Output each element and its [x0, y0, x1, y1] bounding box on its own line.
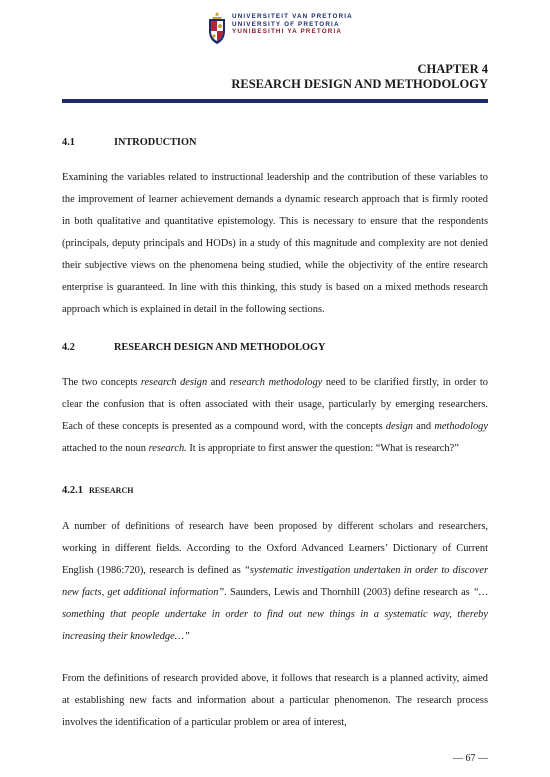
text-run: attached to the noun: [62, 443, 149, 454]
page-number: — 67 —: [453, 753, 488, 764]
text-run: and: [207, 377, 230, 388]
chapter-number: CHAPTER 4: [417, 62, 488, 76]
subsection-number: 4.2.1: [62, 485, 83, 496]
italic-term: research design: [140, 377, 208, 388]
paragraph-introduction: Examining the variables related to instructional leadership and the contribution of these variables to the improvement of learner achievement demands a dynamic research approach that is firmly rooted in both qualitative and quantitative epistemology. This is necessary to ensure that the respondents (principals, deputy principals and HODs) in a study of this magnitude and complexity are not denied their subjective views on the phenomena being studied, while the objectivity of the entire research enterprise is guaranteed. In line with this thinking, this study is based on a mixed methods research approach which is explained in detail in the following sections.: [62, 172, 488, 315]
document-body: [62, 136, 488, 734]
text-run: The two concepts: [62, 377, 141, 388]
italic-quote: “…something that people undertake in order to find out new things in a systematic way, thereby increasing their knowledge…”: [62, 587, 488, 642]
paragraph-research-design: [62, 372, 488, 460]
section-title: INTRODUCTION: [114, 137, 197, 148]
italic-term: design: [385, 421, 413, 432]
italic-term: methodology: [434, 421, 488, 432]
university-name-afrikaans: UNIVERSITEIT VAN PRETORIA: [232, 13, 353, 20]
section-title: RESEARCH DESIGN AND METHODOLOGY: [114, 342, 326, 353]
chapter-title: RESEARCH DESIGN AND METHODOLOGY: [231, 77, 488, 91]
italic-term: research.: [148, 443, 187, 454]
section-number: 4.2: [62, 342, 75, 353]
text-run: A number of definitions of research have been proposed by different scholars and researchers, working in different fields. According to the Oxford Advanced Learners’ Dictionary of Current English (1986:720), research is defined as: [62, 521, 488, 576]
text-run: It is appropriate to first answer the question: “What is research?”: [186, 443, 459, 454]
university-crest-icon: [206, 11, 228, 45]
section-number: 4.1: [62, 137, 75, 148]
header-rule: [62, 99, 488, 103]
italic-term: research methodology: [229, 377, 323, 388]
italic-quote: “systematic investigation undertaken in order to discover new facts, get additional information”: [62, 565, 488, 598]
paragraph-research-definitions: [62, 516, 488, 648]
subsection-title: RESEARCH: [89, 486, 134, 495]
text-run: need to be clarified firstly, in order to clear the confusion that is often associated with their usage, particularly by emerging researchers. Each of these concepts is presented as a compound word, with the concepts: [62, 377, 488, 432]
chapter-heading: [231, 62, 488, 92]
subsection-heading-research: [62, 480, 488, 498]
university-name-sepedi: YUNIBESITHI YA PRETORIA: [232, 28, 343, 36]
university-logo: [206, 11, 353, 45]
paragraph-research-process: From the definitions of research provided above, it follows that research is a planned activity, aimed at establishing new facts and information about a particular phenomenon. The research process involves the identification of a particular problem or area of interest,: [62, 673, 488, 728]
section-heading-introduction: [62, 136, 488, 149]
text-run: . Saunders, Lewis and Thornhill (2003) define research as: [224, 587, 473, 598]
text-run: and: [412, 421, 435, 432]
university-name-english: UNIVERSITY OF PRETORIA: [232, 20, 340, 28]
section-heading-research-design: [62, 341, 488, 354]
